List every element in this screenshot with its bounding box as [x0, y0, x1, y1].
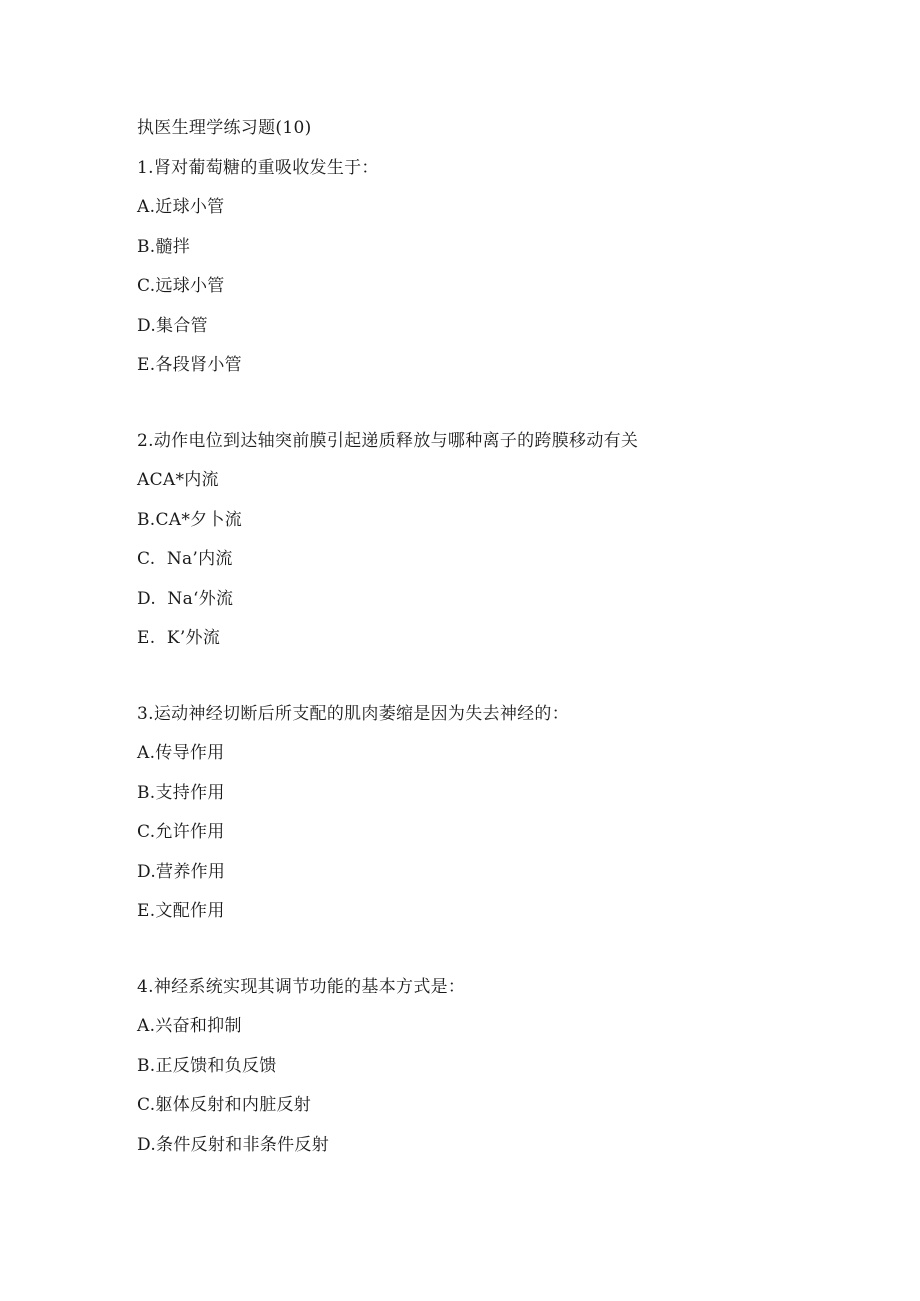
question-1-stem: 1.肾对葡萄糖的重吸收发生于：: [137, 158, 379, 178]
question-1-option-d: D.集合管: [137, 316, 208, 336]
question-1-option-c: C.远球小管: [137, 276, 225, 296]
question-2-stem: 2.动作电位到达轴突前膜引起递质释放与哪种离子的跨膜移动有关: [137, 431, 639, 451]
question-3-option-c: C.允许作用: [137, 822, 225, 842]
question-4-option-c: C.躯体反射和内脏反射: [137, 1095, 312, 1115]
question-1-option-a: A.近球小管: [137, 197, 225, 217]
question-2-option-a: ACA*内流: [137, 470, 219, 490]
question-1-option-e: E.各段肾小管: [137, 355, 242, 375]
question-4-option-b: B.正反馈和负反馈: [137, 1056, 277, 1076]
question-3-option-a: A.传导作用: [137, 743, 225, 763]
question-2-option-e: E. K’外流: [137, 628, 221, 648]
question-1-option-b: B.髓拌: [137, 237, 191, 257]
question-4-option-a: A.兴奋和抑制: [137, 1016, 242, 1036]
question-4-option-d: D.条件反射和非条件反射: [137, 1135, 330, 1155]
question-3-stem: 3.运动神经切断后所支配的肌肉萎缩是因为失去神经的：: [137, 704, 570, 724]
question-3-option-b: B.支持作用: [137, 783, 225, 803]
question-3-option-e: E.文配作用: [137, 901, 225, 921]
question-4-stem: 4.神经系统实现其调节功能的基本方式是：: [137, 977, 466, 997]
question-2-option-d: D. Na‘外流: [137, 589, 234, 609]
question-3-option-d: D.营养作用: [137, 862, 226, 882]
question-2-option-c: C. Na’内流: [137, 549, 233, 569]
question-2-option-b: B.CA*夕卜流: [137, 510, 243, 530]
document-title: 执医生理学练习题(10): [137, 118, 312, 138]
